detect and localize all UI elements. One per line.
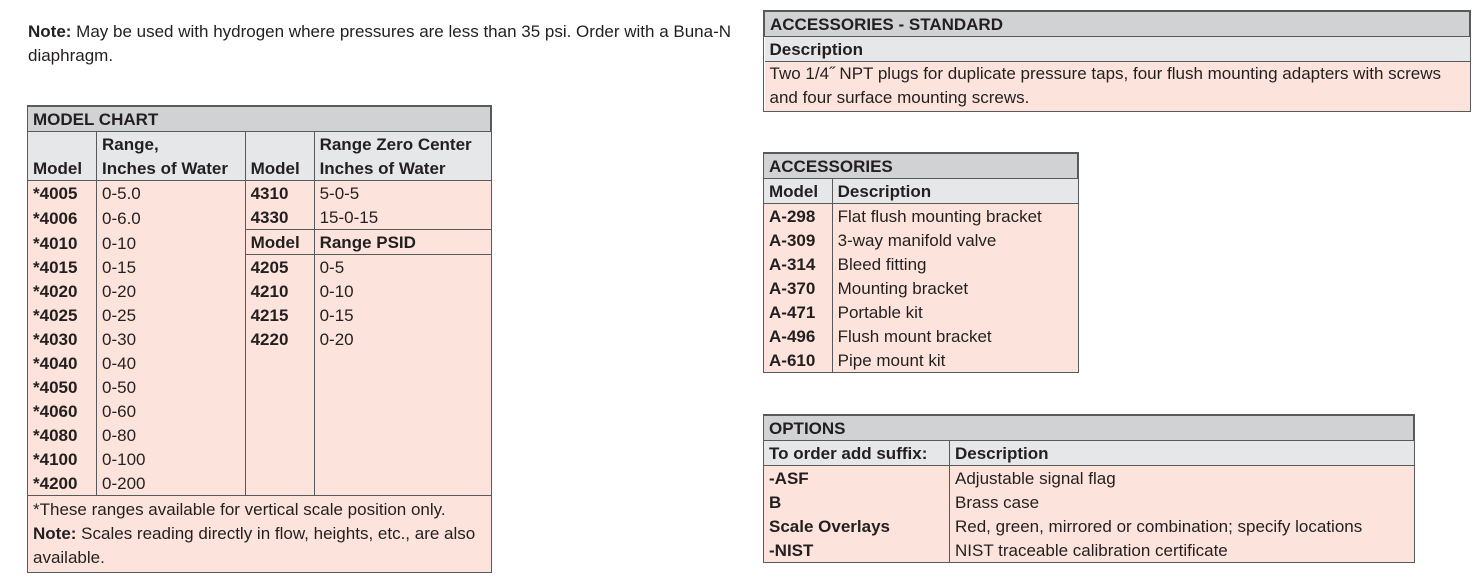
option-description: Adjustable signal flag bbox=[950, 466, 1414, 491]
option-suffix: Scale Overlays bbox=[764, 514, 950, 538]
note-paragraph bbox=[28, 20, 748, 68]
zero-center-model: 4330 bbox=[245, 205, 314, 230]
model-chart-range: 0-50 bbox=[97, 375, 246, 399]
model-chart-model: *4015 bbox=[28, 255, 97, 280]
model-chart-model: *4080 bbox=[28, 423, 97, 447]
empty-cell bbox=[245, 423, 314, 447]
accessory-row bbox=[764, 228, 1078, 252]
accessory-description: Flat flush mounting bracket bbox=[832, 204, 1077, 229]
model-chart-model: *4100 bbox=[28, 447, 97, 471]
psid-range: 0-15 bbox=[314, 303, 490, 327]
empty-cell bbox=[245, 471, 314, 496]
model-chart-footnote: *These ranges available for vertical scale position only. Note: Scales reading directly in flow, heights, etc., are also available. bbox=[28, 496, 491, 573]
option-row bbox=[764, 490, 1414, 514]
accessories-title: ACCESSORIES bbox=[764, 154, 1078, 179]
note-text: May be used with hydrogen where pressures are less than 35 psi. Order with a Buna-N diaphragm. bbox=[28, 22, 732, 65]
accessory-row bbox=[764, 324, 1078, 348]
model-chart-model: *4200 bbox=[28, 471, 97, 496]
zero-center-model: 4310 bbox=[245, 181, 314, 206]
model-chart-range: 0-100 bbox=[97, 447, 246, 471]
model-chart-row bbox=[28, 471, 491, 496]
empty-cell bbox=[314, 375, 490, 399]
accessory-row bbox=[764, 276, 1078, 300]
model-chart-model-header: Model bbox=[28, 156, 97, 181]
model-chart-row bbox=[28, 230, 491, 255]
option-row bbox=[764, 466, 1414, 491]
model-chart-range: 0-6.0 bbox=[97, 205, 246, 230]
zero-center-range: 5-0-5 bbox=[314, 181, 490, 206]
model-chart-model: *4030 bbox=[28, 327, 97, 351]
option-row bbox=[764, 514, 1414, 538]
model-chart-row bbox=[28, 279, 491, 303]
option-row bbox=[764, 538, 1414, 562]
empty-cell bbox=[245, 447, 314, 471]
accessory-description: Mounting bracket bbox=[832, 276, 1077, 300]
empty-cell bbox=[245, 351, 314, 375]
accessory-row bbox=[764, 300, 1078, 324]
accessories-standard-description: Two 1/4˝ NPT plugs for duplicate pressure taps, four flush mounting adapters with screws and four surface mounting screws. bbox=[765, 62, 1470, 112]
empty-cell bbox=[314, 471, 490, 496]
model-chart-range: 0-60 bbox=[97, 399, 246, 423]
option-suffix: -ASF bbox=[764, 466, 950, 491]
model-chart-row bbox=[28, 205, 491, 230]
options-title: OPTIONS bbox=[764, 416, 1414, 441]
psid-model: 4205 bbox=[245, 255, 314, 280]
model-chart-range: 0-80 bbox=[97, 423, 246, 447]
psid-model: 4215 bbox=[245, 303, 314, 327]
accessories-table bbox=[764, 153, 1078, 372]
model-chart-model: *4020 bbox=[28, 279, 97, 303]
accessory-description: 3-way manifold valve bbox=[832, 228, 1077, 252]
model-chart-row bbox=[28, 181, 491, 206]
psid-range: 0-5 bbox=[314, 255, 490, 280]
options-suffix-header: To order add suffix: bbox=[764, 441, 950, 466]
model-chart-range: 0-25 bbox=[97, 303, 246, 327]
empty-cell bbox=[314, 351, 490, 375]
psid-model: 4210 bbox=[245, 279, 314, 303]
psid-model-header: Model bbox=[245, 230, 314, 255]
option-description: NIST traceable calibration certificate bbox=[950, 538, 1414, 562]
model-chart-model: *4005 bbox=[28, 181, 97, 206]
psid-model: 4220 bbox=[245, 327, 314, 351]
accessory-description: Portable kit bbox=[832, 300, 1077, 324]
model-chart-title: MODEL CHART bbox=[28, 107, 491, 132]
model-chart-range: 0-30 bbox=[97, 327, 246, 351]
model-chart-row bbox=[28, 351, 491, 375]
option-suffix: -NIST bbox=[764, 538, 950, 562]
empty-cell bbox=[314, 399, 490, 423]
accessories-standard-title: ACCESSORIES - STANDARD bbox=[765, 12, 1470, 37]
model-chart-range-header-line2: Inches of Water bbox=[97, 156, 246, 181]
note-label: Note: bbox=[28, 22, 72, 41]
model-chart-model: *4060 bbox=[28, 399, 97, 423]
accessory-description: Bleed fitting bbox=[832, 252, 1077, 276]
accessory-model: A-471 bbox=[764, 300, 832, 324]
options-table bbox=[764, 415, 1414, 562]
model-chart-range: 0-40 bbox=[97, 351, 246, 375]
model-chart-range: 0-20 bbox=[97, 279, 246, 303]
accessory-description: Pipe mount kit bbox=[832, 348, 1077, 372]
model-chart-range: 0-15 bbox=[97, 255, 246, 280]
model-chart-model: *4040 bbox=[28, 351, 97, 375]
accessories-description-header: Description bbox=[832, 179, 1077, 204]
accessories-model-header: Model bbox=[764, 179, 832, 204]
empty-cell bbox=[245, 399, 314, 423]
psid-range: 0-20 bbox=[314, 327, 490, 351]
option-description: Brass case bbox=[950, 490, 1414, 514]
empty-cell bbox=[314, 447, 490, 471]
psid-range-header: Range PSID bbox=[314, 230, 490, 255]
empty-cell bbox=[314, 423, 490, 447]
accessory-row bbox=[764, 204, 1078, 229]
model-chart-row bbox=[28, 303, 491, 327]
accessory-description: Flush mount bracket bbox=[832, 324, 1077, 348]
accessory-model: A-610 bbox=[764, 348, 832, 372]
model-chart-model: *4025 bbox=[28, 303, 97, 327]
accessory-model: A-309 bbox=[764, 228, 832, 252]
model-chart-model: *4050 bbox=[28, 375, 97, 399]
accessories-standard-table bbox=[764, 11, 1470, 111]
option-description: Red, green, mirrored or combination; specify locations bbox=[950, 514, 1414, 538]
empty-cell bbox=[245, 375, 314, 399]
options-description-header: Description bbox=[950, 441, 1414, 466]
model-chart-range-header-line1: Range, bbox=[97, 132, 246, 157]
model-chart-model: *4006 bbox=[28, 205, 97, 230]
model-chart-range: 0-5.0 bbox=[97, 181, 246, 206]
model-chart-row bbox=[28, 423, 491, 447]
model-chart-zero-center-header-line2: Inches of Water bbox=[314, 156, 490, 181]
accessory-model: A-496 bbox=[764, 324, 832, 348]
model-chart-row bbox=[28, 255, 491, 280]
model-chart-model-header-2: Model bbox=[245, 156, 314, 181]
accessory-model: A-370 bbox=[764, 276, 832, 300]
model-chart-zero-center-header-line1: Range Zero Center bbox=[314, 132, 490, 157]
accessory-model: A-298 bbox=[764, 204, 832, 229]
zero-center-range: 15-0-15 bbox=[314, 205, 490, 230]
model-chart-row bbox=[28, 375, 491, 399]
model-chart-table bbox=[28, 106, 491, 572]
model-chart-range: 0-10 bbox=[97, 230, 246, 255]
model-chart-row bbox=[28, 399, 491, 423]
accessory-row bbox=[764, 348, 1078, 372]
option-suffix: B bbox=[764, 490, 950, 514]
accessory-row bbox=[764, 252, 1078, 276]
psid-range: 0-10 bbox=[314, 279, 490, 303]
model-chart-range: 0-200 bbox=[97, 471, 246, 496]
model-chart-row bbox=[28, 327, 491, 351]
accessories-standard-header: Description bbox=[765, 37, 1470, 62]
model-chart-row bbox=[28, 447, 491, 471]
model-chart-model: *4010 bbox=[28, 230, 97, 255]
accessory-model: A-314 bbox=[764, 252, 832, 276]
